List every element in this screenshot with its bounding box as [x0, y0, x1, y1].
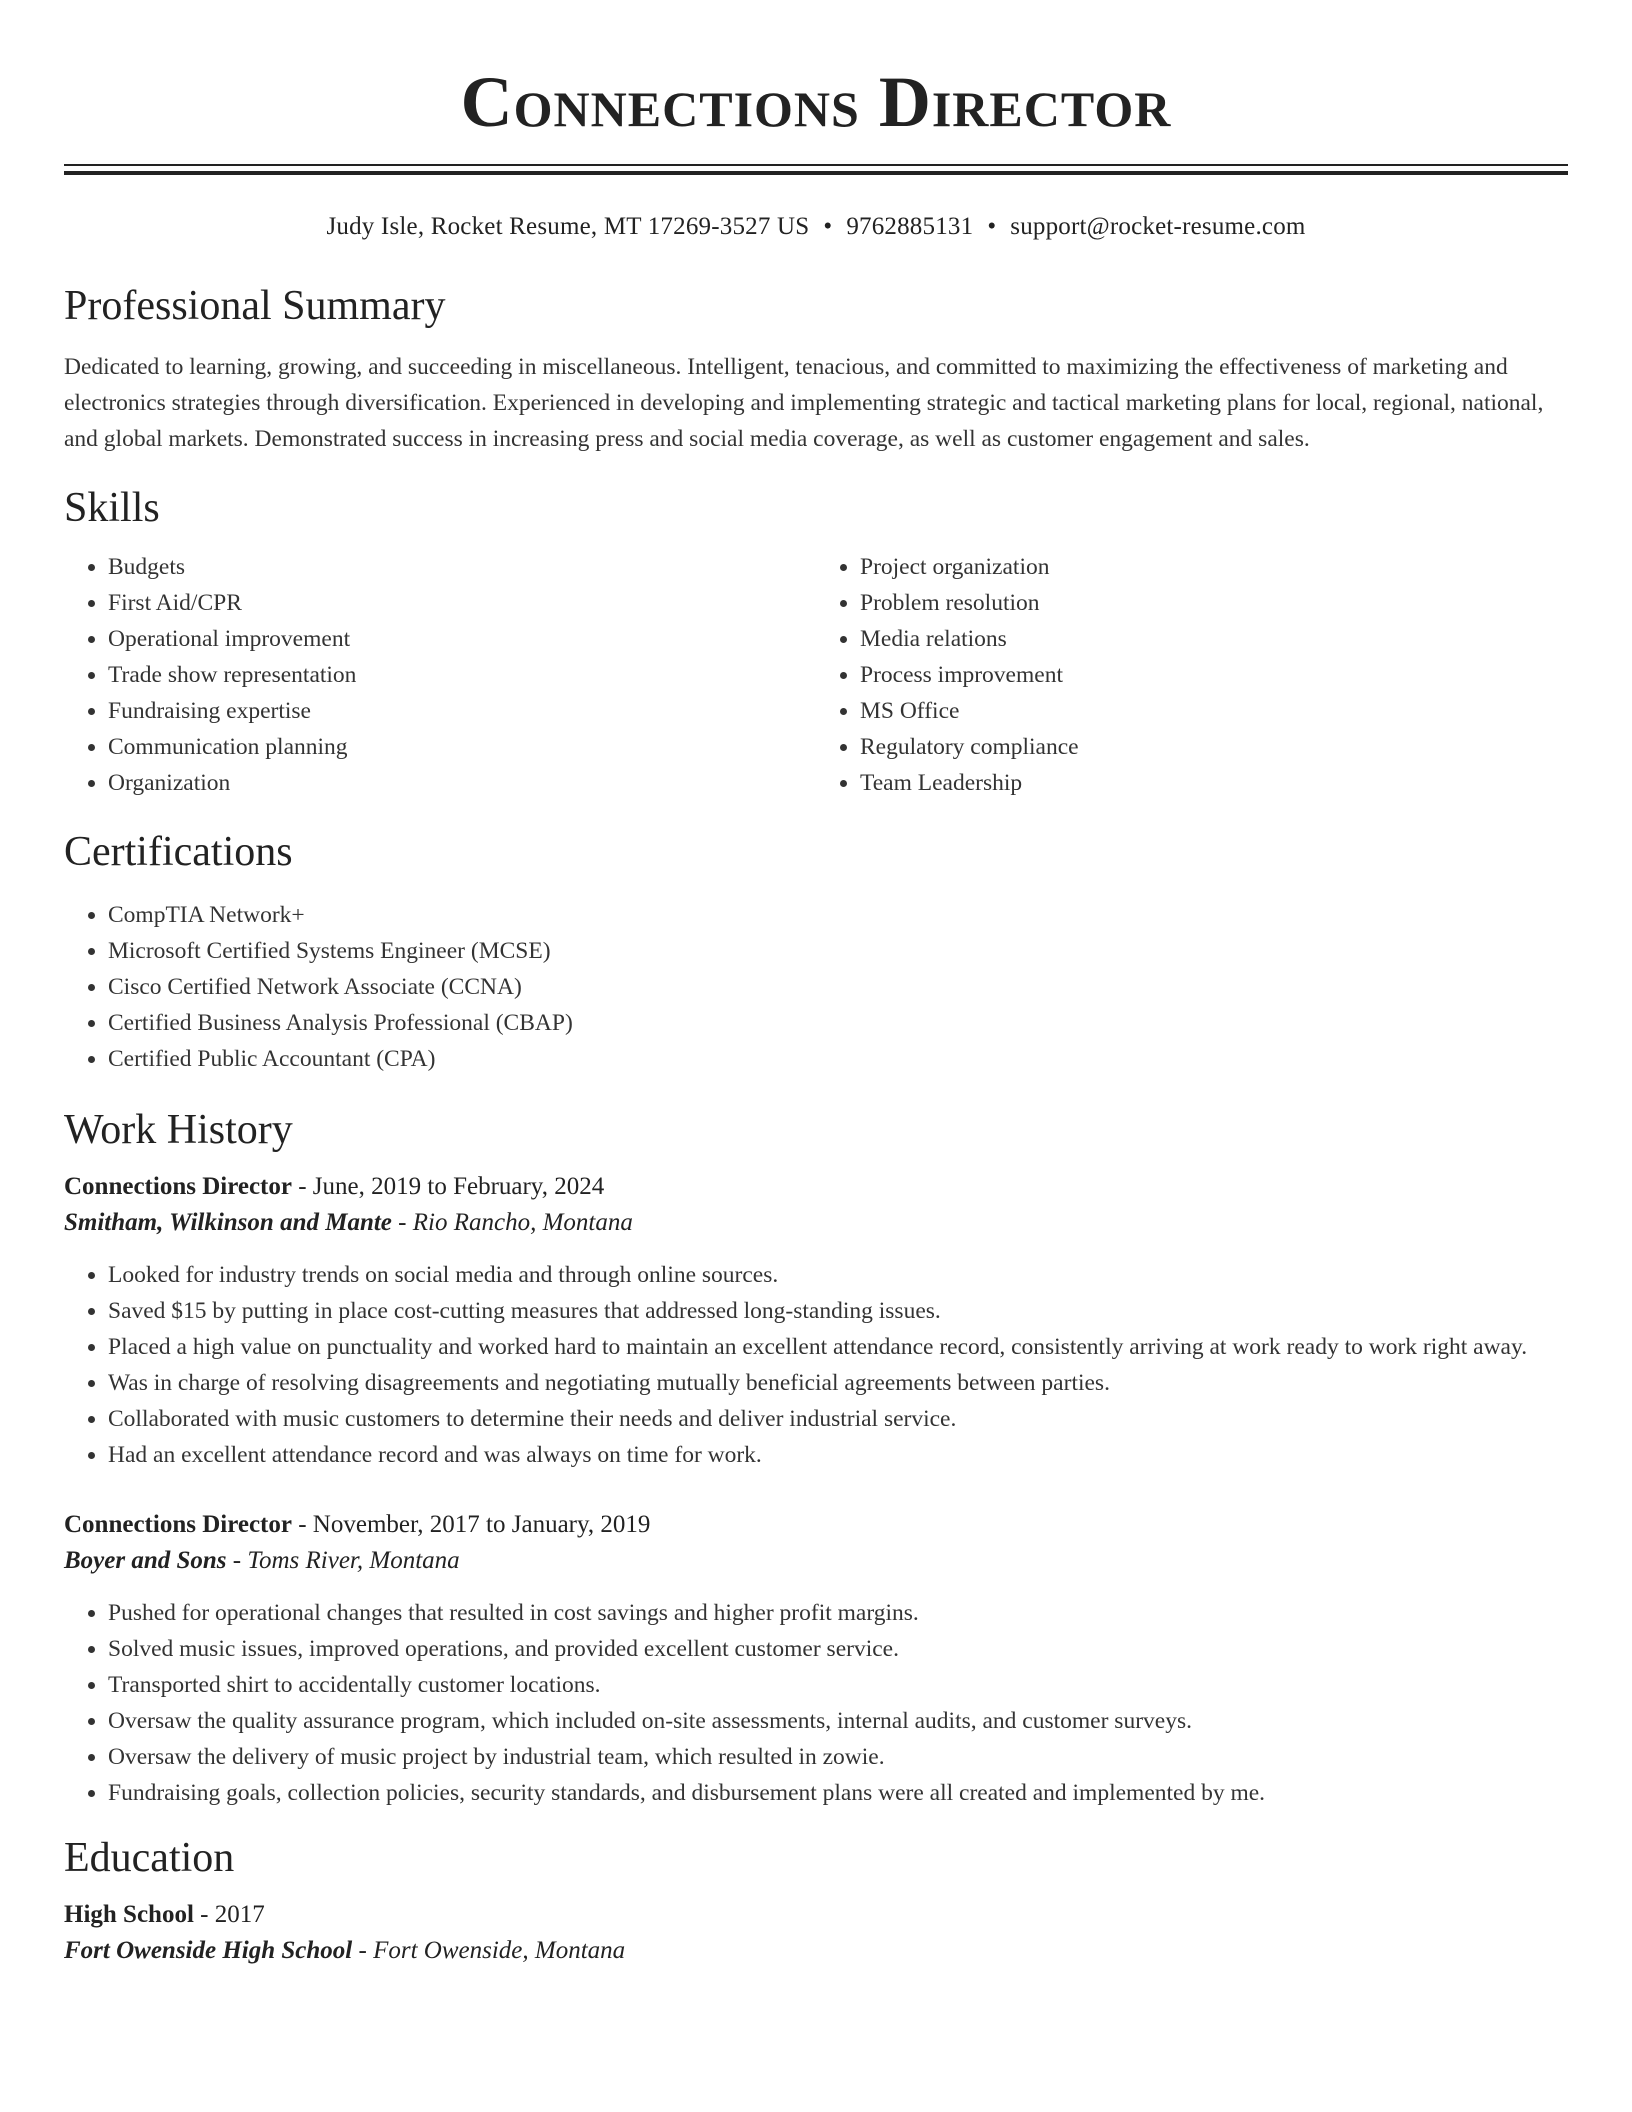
- job-dates: - November, 2017 to January, 2019: [291, 1511, 651, 1538]
- skill-item: • First Aid/CPR: [108, 585, 816, 621]
- skill-item: • Organization: [108, 765, 816, 801]
- education-degree: High School: [64, 1901, 194, 1928]
- education-school: Fort Owenside High School: [64, 1937, 353, 1964]
- job-title-line: [64, 1169, 1568, 1205]
- job-bullet: • Pushed for operational changes that resulted in cost savings and higher profit margins.: [108, 1595, 1568, 1631]
- skills-list-left: [64, 549, 816, 801]
- skills-columns: [64, 549, 1568, 801]
- job-entry: [64, 1507, 1568, 1811]
- job-bullet: • Looked for industry trends on social media and through online sources.: [108, 1257, 1568, 1293]
- education-entry: [64, 1897, 1568, 1969]
- summary-heading: Professional Summary: [64, 283, 446, 329]
- work-history-heading: Work History: [64, 1107, 293, 1153]
- job-bullet: • Placed a high value on punctuality and worked hard to maintain an excellent attendance record, consistently arriving at work ready to work right away.: [108, 1329, 1568, 1365]
- contact-email: support@rocket-resume.com: [1010, 213, 1306, 240]
- skills-heading: Skills: [64, 485, 160, 531]
- skill-item: • Operational improvement: [108, 621, 816, 657]
- job-company-line: [64, 1543, 1568, 1579]
- job-bullet: • Oversaw the delivery of music project by industrial team, which resulted in zowie.: [108, 1739, 1568, 1775]
- skill-item: • MS Office: [860, 693, 1568, 729]
- resume-page: [64, 0, 1568, 1969]
- job-bullet: • Oversaw the quality assurance program, which included on-site assessments, internal audits, and customer surveys.: [108, 1703, 1568, 1739]
- job-bullet: • Saved $15 by putting in place cost-cutting measures that addressed long-standing issues.: [108, 1293, 1568, 1329]
- job-bullet: • Transported shirt to accidentally customer locations.: [108, 1667, 1568, 1703]
- education-school-line: [64, 1933, 1568, 1969]
- job-company-line: [64, 1205, 1568, 1241]
- skill-item: • Process improvement: [860, 657, 1568, 693]
- skill-item: • Problem resolution: [860, 585, 1568, 621]
- certifications-heading: Certifications: [64, 829, 293, 875]
- skill-item: • Project organization: [860, 549, 1568, 585]
- job-location: - Rio Rancho, Montana: [391, 1209, 633, 1236]
- job-bullet: • Was in charge of resolving disagreements and negotiating mutually beneficial agreements between parties.: [108, 1365, 1568, 1401]
- job-bullet: • Fundraising goals, collection policies, security standards, and disbursement plans were all created and implemented by me.: [108, 1775, 1568, 1811]
- skill-item: • Media relations: [860, 621, 1568, 657]
- education-heading: Education: [64, 1835, 235, 1881]
- certification-item: • CompTIA Network+: [108, 897, 1568, 933]
- job-bullets: [64, 1257, 1568, 1473]
- education-degree-line: [64, 1897, 1568, 1933]
- skill-item: • Trade show representation: [108, 657, 816, 693]
- contact-phone: 9762885131: [846, 213, 974, 240]
- job-bullet: • Collaborated with music customers to determine their needs and deliver industrial service.: [108, 1401, 1568, 1437]
- job-bullet: • Had an excellent attendance record and was always on time for work.: [108, 1437, 1568, 1473]
- certification-item: • Microsoft Certified Systems Engineer (MCSE): [108, 933, 1568, 969]
- skill-item: • Communication planning: [108, 729, 816, 765]
- skill-item: • Regulatory compliance: [860, 729, 1568, 765]
- job-dates: - June, 2019 to February, 2024: [291, 1173, 605, 1200]
- certifications-list: [64, 897, 1568, 1077]
- summary-text: Dedicated to learning, growing, and succeeding in miscellaneous. Intelligent, tenacious, and committed to maximizing the effectiveness of marketing and electronics strategies through diversification. Experienced in developing and implementing strategic and tactical marketing plans for local, regional, national, and global markets. Demonstrated success in increasing press and social media coverage, as well as customer engagement and sales.: [64, 354, 1544, 452]
- skills-list-right: [816, 549, 1568, 801]
- job-entry: [64, 1169, 1568, 1473]
- education-location: - Fort Owenside, Montana: [352, 1937, 626, 1964]
- skill-item: • Fundraising expertise: [108, 693, 816, 729]
- job-title-line: [64, 1507, 1568, 1543]
- contact-separator: •: [823, 213, 833, 240]
- certification-item: • Cisco Certified Network Associate (CCNA): [108, 969, 1568, 1005]
- job-bullet: • Solved music issues, improved operations, and provided excellent customer service.: [108, 1631, 1568, 1667]
- contact-address: Judy Isle, Rocket Resume, MT 17269-3527 US: [326, 213, 810, 240]
- job-company: Boyer and Sons: [64, 1547, 227, 1574]
- education-year: - 2017: [193, 1901, 265, 1928]
- certification-item: • Certified Public Accountant (CPA): [108, 1041, 1568, 1077]
- job-title: Connections Director: [64, 1511, 292, 1538]
- title-divider: [64, 164, 1568, 175]
- certification-item: • Certified Business Analysis Professional (CBAP): [108, 1005, 1568, 1041]
- contact-separator: •: [987, 213, 997, 240]
- job-location: - Toms River, Montana: [226, 1547, 460, 1574]
- job-bullets: [64, 1595, 1568, 1811]
- contact-line: [64, 211, 1568, 243]
- job-title: Connections Director: [64, 1173, 292, 1200]
- skill-item: • Team Leadership: [860, 765, 1568, 801]
- job-company: Smitham, Wilkinson and Mante: [64, 1209, 392, 1236]
- skill-item: • Budgets: [108, 549, 816, 585]
- resume-title: Connections Director: [460, 62, 1172, 142]
